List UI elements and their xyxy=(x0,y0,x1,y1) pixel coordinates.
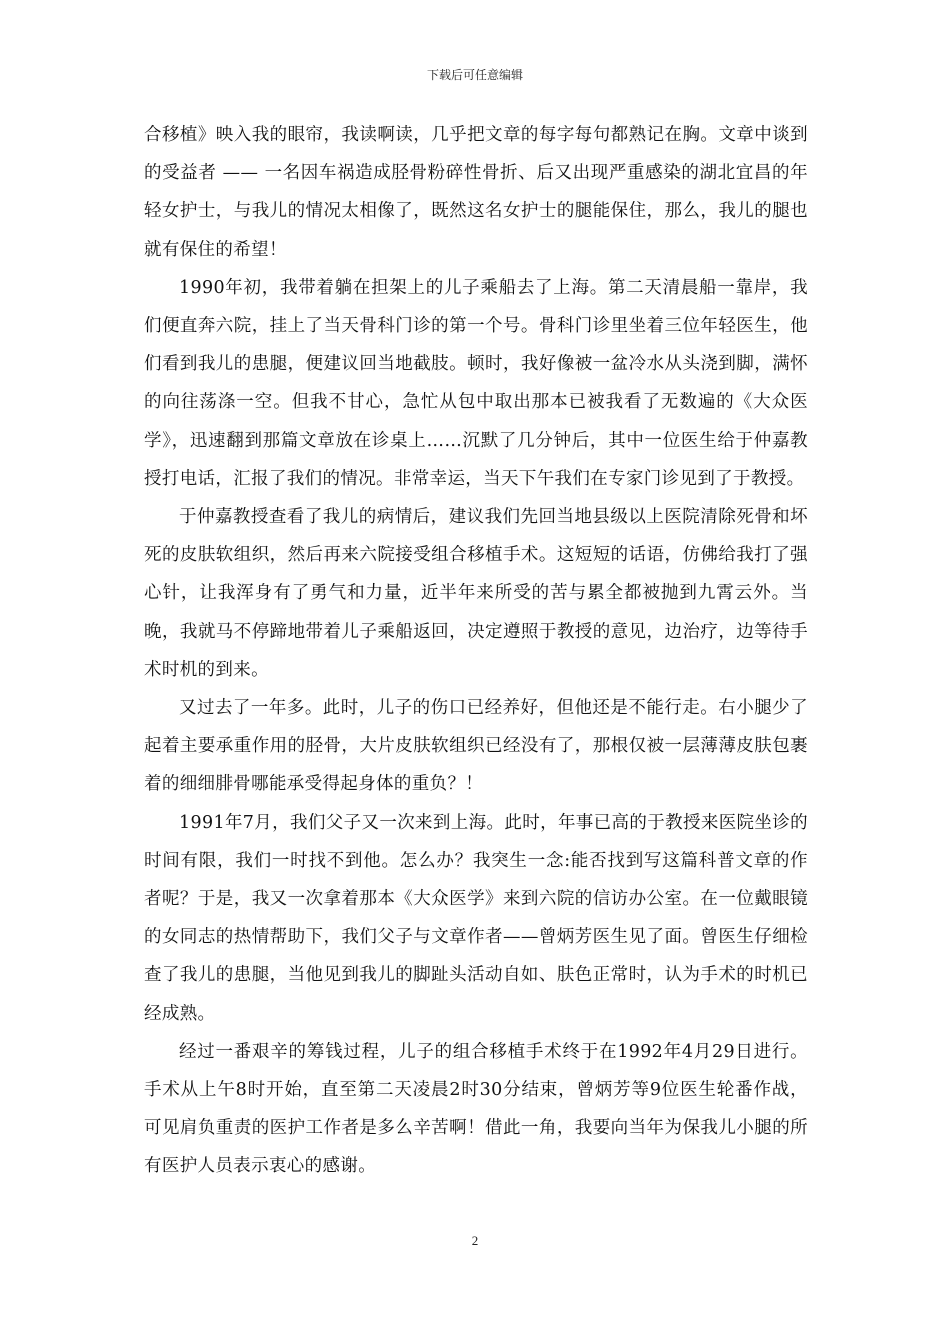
page-header: 下载后可任意编辑 xyxy=(426,68,523,82)
page-number: 2 xyxy=(471,1233,479,1248)
article-body xyxy=(144,116,808,1186)
paragraph-continued: 合移植》映入我的眼帘，我读啊读，几乎把文章的每字每句都熟记在胸。文章中谈到的受益者 —— 一名因车祸造成胫骨粉碎性骨折、后又出现严重感染的湖北宜昌的年轻女护士，与我儿的情况太相像了，既然这名女护士的腿能保住，那么，我儿的腿也就有保住的希望！ xyxy=(144,125,808,260)
paragraph: 于仲嘉教授查看了我儿的病情后，建议我们先回当地县级以上医院清除死骨和坏死的皮肤软组织，然后再来六院接受组合移植手术。这短短的话语，仿佛给我打了强心针，让我浑身有了勇气和力量，近半年来所受的苦与累全都被抛到九霄云外。当晚，我就马不停蹄地带着儿子乘船返回，决定遵照于教授的意见，边治疗，边等待手术时机的到来。 xyxy=(144,507,808,680)
paragraph: 经过一番艰辛的筹钱过程，儿子的组合移植手术终于在1992年4月29日进行。手术从上午8时开始，直至第二天凌晨2时30分结束，曾炳芳等9位医生轮番作战，可见肩负重责的医护工作者是多么辛苦啊！借此一角，我要向当年为保我儿小腿的所有医护人员表示衷心的感谢。 xyxy=(144,1041,808,1177)
paragraph: 1991年7月，我们父子又一次来到上海。此时，年事已高的于教授来医院坐诊的时间有限，我们一时找不到他。怎么办？我突生一念:能否找到写这篇科普文章的作者呢？于是，我又一次拿着那本《大众医学》来到六院的信访办公室。在一位戴眼镜的女同志的热情帮助下，我们父子与文章作者——曾炳芳医生见了面。曾医生仔细检查了我儿的患腿，当他见到我儿的脚趾头活动自如、肤色正常时，认为手术的时机已经成熟。 xyxy=(144,812,808,1024)
paragraph: 又过去了一年多。此时，儿子的伤口已经养好，但他还是不能行走。右小腿少了起着主要承重作用的胫骨，大片皮肤软组织已经没有了，那根仅被一层薄薄皮肤包裹着的细细腓骨哪能承受得起身体的重负？！ xyxy=(144,698,808,795)
paragraph: 1990年初，我带着躺在担架上的儿子乘船去了上海。第二天清晨船一靠岸，我们便直奔六院，挂上了当天骨科门诊的第一个号。骨科门诊里坐着三位年轻医生，他们看到我儿的患腿，便建议回当地截肢。顿时，我好像被一盆冷水从头浇到脚，满怀的向往荡涤一空。但我不甘心，急忙从包中取出那本已被我看了无数遍的《大众医学》，迅速翻到那篇文章放在诊桌上……沉默了几分钟后，其中一位医生给于仲嘉教授打电话，汇报了我们的情况。非常幸运，当天下午我们在专家门诊见到了于教授。 xyxy=(144,277,808,489)
